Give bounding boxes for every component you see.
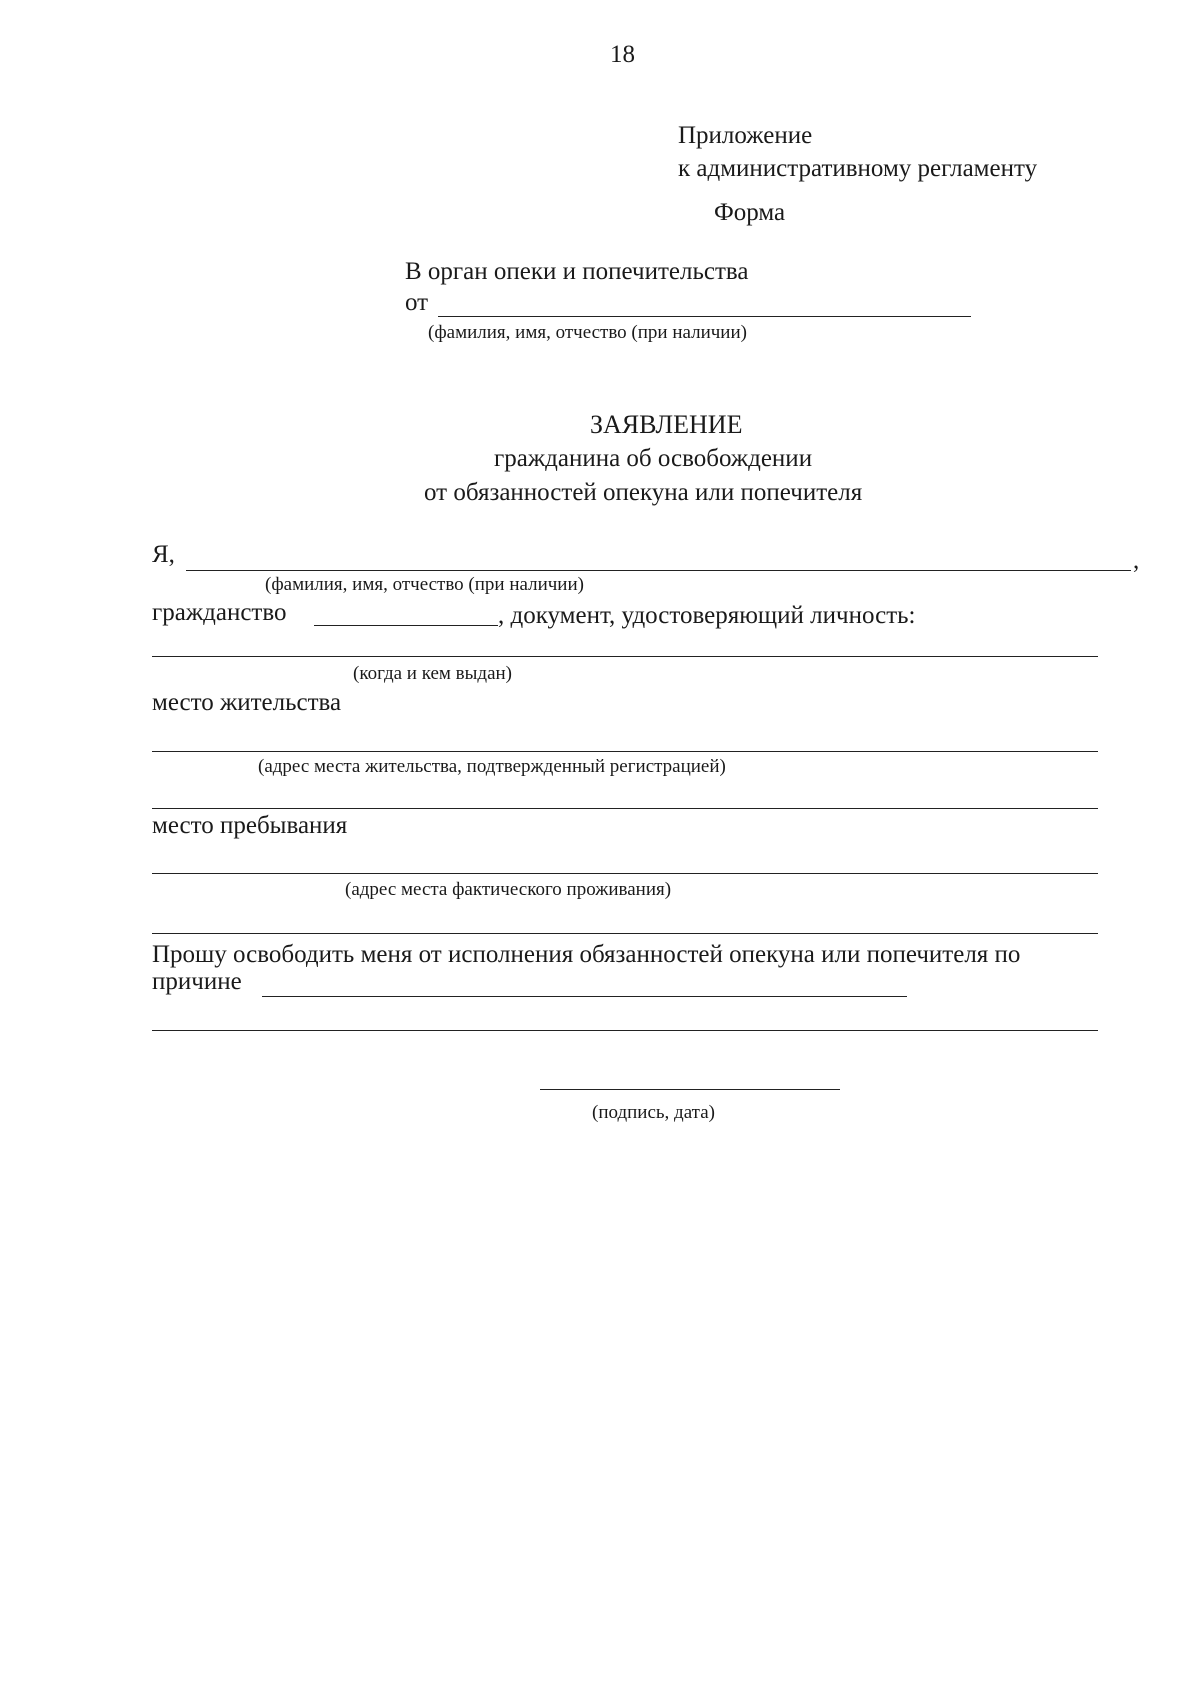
- reason-field-line1[interactable]: [262, 996, 907, 997]
- residence-field-line2[interactable]: [152, 808, 1098, 809]
- request-reason-label: причине: [152, 968, 242, 995]
- identity-document-field[interactable]: [152, 656, 1098, 657]
- residence-field-line1[interactable]: [152, 751, 1098, 752]
- document-subtitle-line1: гражданина об освобождении: [494, 445, 813, 472]
- appendix-title: Приложение: [678, 122, 813, 149]
- name-trailing-comma: ,: [1133, 547, 1140, 574]
- signature-field[interactable]: [540, 1089, 840, 1090]
- citizenship-label: гражданство: [152, 599, 287, 626]
- citizenship-field[interactable]: [314, 625, 498, 626]
- request-text-line1: Прошу освободить меня от исполнения обязанностей опекуна или попечителя по: [152, 941, 1021, 968]
- appendix-subtitle: к административному регламенту: [678, 155, 1038, 182]
- i-label: Я,: [152, 541, 175, 568]
- signature-hint: (подпись, дата): [592, 1102, 715, 1123]
- issued-hint: (когда и кем выдан): [353, 663, 513, 684]
- residence-label: место жительства: [152, 689, 342, 716]
- stay-hint: (адрес места фактического проживания): [345, 879, 672, 900]
- page-number: 18: [610, 41, 635, 68]
- form-label: Форма: [714, 199, 786, 226]
- applicant-name-field[interactable]: [186, 570, 1131, 571]
- residence-hint: (адрес места жительства, подтвержденный регистрацией): [258, 756, 726, 777]
- addressee-line: В орган опеки и попечительства: [405, 258, 749, 285]
- from-label: от: [405, 289, 429, 316]
- document-title: ЗАЯВЛЕНИЕ: [590, 410, 743, 439]
- applicant-name-hint: (фамилия, имя, отчество (при наличии): [265, 574, 584, 595]
- reason-field-line2[interactable]: [152, 1030, 1098, 1031]
- document-label: , документ, удостоверяющий личность:: [498, 602, 916, 629]
- stay-label: место пребывания: [152, 812, 348, 839]
- stay-field-line2[interactable]: [152, 933, 1098, 934]
- stay-field-line1[interactable]: [152, 873, 1098, 874]
- document-subtitle-line2: от обязанностей опекуна или попечителя: [424, 479, 863, 506]
- from-name-field[interactable]: [438, 316, 971, 317]
- from-name-hint: (фамилия, имя, отчество (при наличии): [428, 322, 747, 343]
